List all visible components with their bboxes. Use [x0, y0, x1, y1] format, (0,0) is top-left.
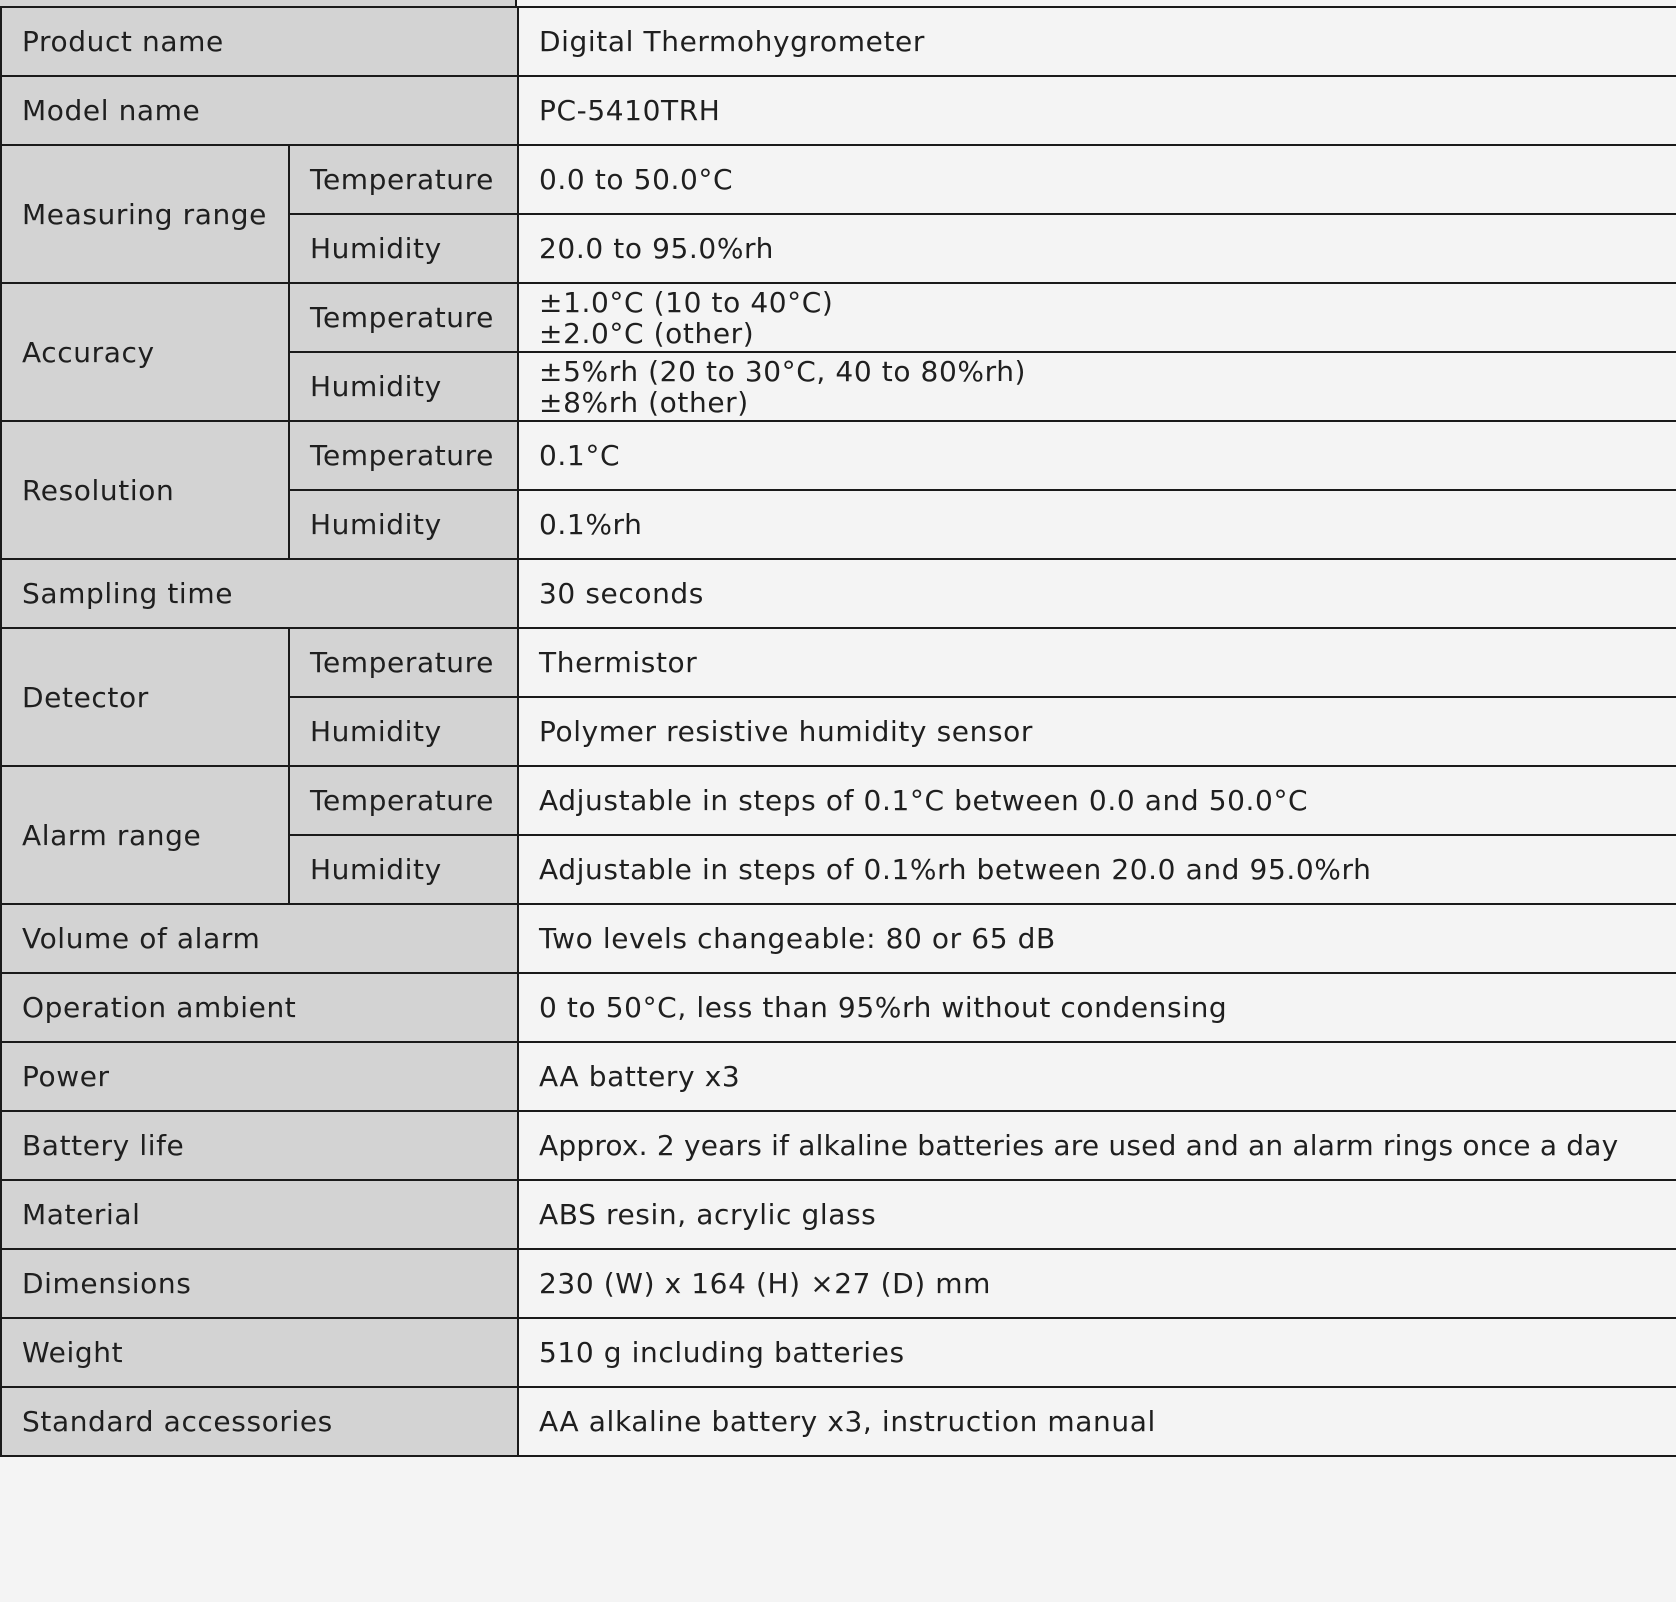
sub-label: Humidity — [289, 835, 518, 904]
row-value: Adjustable in steps of 0.1%rh between 20.0 and 95.0%rh — [518, 835, 1676, 904]
row-label: Volume of alarm — [1, 904, 518, 973]
table-row — [1, 766, 1676, 835]
sub-label: Humidity — [289, 352, 518, 421]
row-value: Adjustable in steps of 0.1°C between 0.0 and 50.0°C — [518, 766, 1676, 835]
row-label: Power — [1, 1042, 518, 1111]
row-value: 0.1°C — [518, 421, 1676, 490]
sub-label: Humidity — [289, 490, 518, 559]
sub-label: Temperature — [289, 421, 518, 490]
table-row — [1, 1387, 1676, 1456]
row-value: 0.0 to 50.0°C — [518, 145, 1676, 214]
group-label: Detector — [1, 628, 289, 766]
sub-label: Temperature — [289, 145, 518, 214]
row-value: ABS resin, acrylic glass — [518, 1180, 1676, 1249]
row-label: Model name — [1, 76, 518, 145]
specifications-table — [0, 6, 1676, 1457]
table-row — [1, 421, 1676, 490]
row-value — [518, 352, 1676, 421]
row-value: Two levels changeable: 80 or 65 dB — [518, 904, 1676, 973]
table-row — [1, 628, 1676, 697]
row-label: Material — [1, 1180, 518, 1249]
table-row — [1, 973, 1676, 1042]
group-label: Accuracy — [1, 283, 289, 421]
group-label: Resolution — [1, 421, 289, 559]
value-line: ±5%rh (20 to 30°C, 40 to 80%rh) — [539, 354, 1027, 388]
row-value: Thermistor — [518, 628, 1676, 697]
row-value — [518, 283, 1676, 352]
value-line: ±1.0°C (10 to 40°C) — [539, 285, 834, 319]
row-value: Polymer resistive humidity sensor — [518, 697, 1676, 766]
row-value: 0 to 50°C, less than 95%rh without condensing — [518, 973, 1676, 1042]
table-row — [1, 76, 1676, 145]
row-value: AA alkaline battery x3, instruction manual — [518, 1387, 1676, 1456]
sub-label: Humidity — [289, 697, 518, 766]
row-value: 510 g including batteries — [518, 1318, 1676, 1387]
row-value: Approx. 2 years if alkaline batteries are used and an alarm rings once a day — [518, 1111, 1676, 1180]
group-label: Measuring range — [1, 145, 289, 283]
sub-label: Temperature — [289, 766, 518, 835]
group-label: Alarm range — [1, 766, 289, 904]
value-line: ±2.0°C (other) — [539, 316, 755, 350]
row-value: 0.1%rh — [518, 490, 1676, 559]
table-row — [1, 145, 1676, 214]
sub-label: Humidity — [289, 214, 518, 283]
sub-label: Temperature — [289, 628, 518, 697]
row-label: Product name — [1, 7, 518, 76]
table-row — [1, 1111, 1676, 1180]
row-value: 20.0 to 95.0%rh — [518, 214, 1676, 283]
row-label: Dimensions — [1, 1249, 518, 1318]
table-row — [1, 7, 1676, 76]
row-label: Standard accessories — [1, 1387, 518, 1456]
row-value: 30 seconds — [518, 559, 1676, 628]
row-label: Operation ambient — [1, 973, 518, 1042]
row-value: AA battery x3 — [518, 1042, 1676, 1111]
row-value: PC-5410TRH — [518, 76, 1676, 145]
row-label: Weight — [1, 1318, 518, 1387]
row-value: 230 (W) x 164 (H) ×27 (D) mm — [518, 1249, 1676, 1318]
row-value: Digital Thermohygrometer — [518, 7, 1676, 76]
sub-label: Temperature — [289, 283, 518, 352]
table-row — [1, 1042, 1676, 1111]
table-row — [1, 904, 1676, 973]
table-row — [1, 559, 1676, 628]
table-row — [1, 1180, 1676, 1249]
row-label: Sampling time — [1, 559, 518, 628]
row-label: Battery life — [1, 1111, 518, 1180]
table-row — [1, 1318, 1676, 1387]
table-row — [1, 1249, 1676, 1318]
value-line: ±8%rh (other) — [539, 385, 749, 419]
table-row — [1, 283, 1676, 352]
